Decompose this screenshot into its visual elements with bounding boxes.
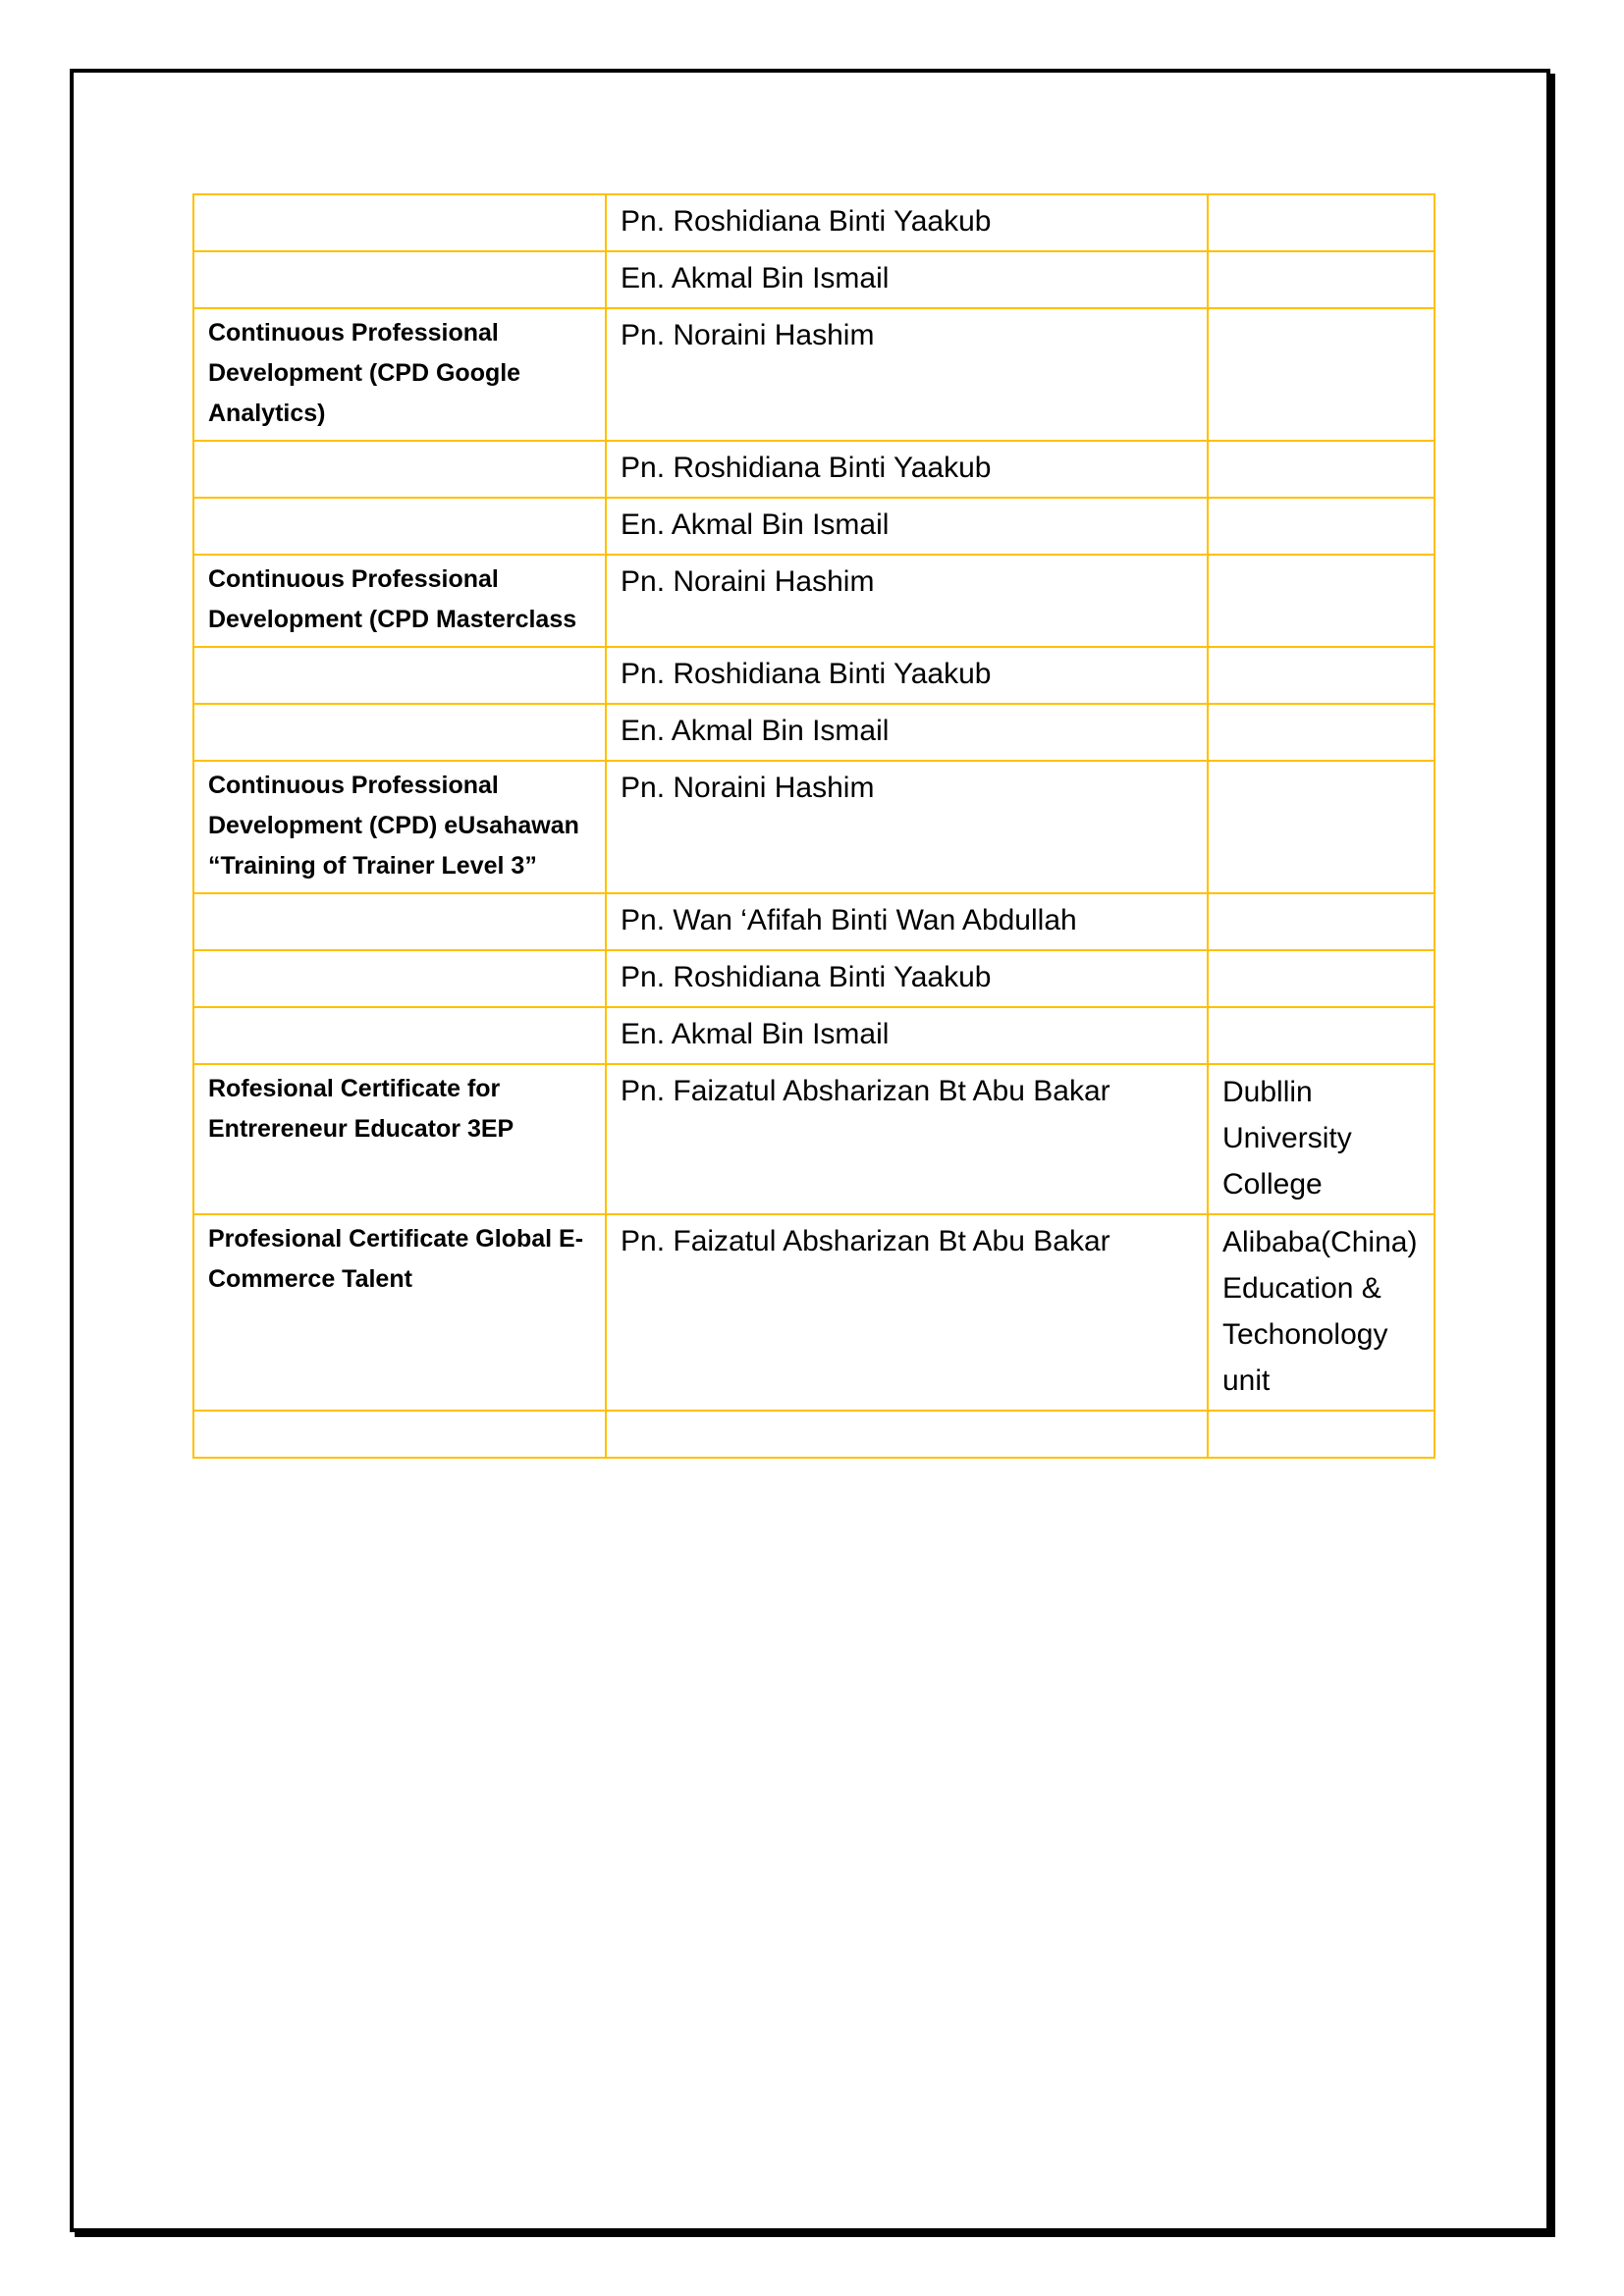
name-cell: En. Akmal Bin Ismail bbox=[606, 251, 1208, 308]
table-row bbox=[193, 498, 1435, 555]
name-cell: Pn. Noraini Hashim bbox=[606, 308, 1208, 441]
institution-cell bbox=[1208, 647, 1435, 704]
name-cell: Pn. Roshidiana Binti Yaakub bbox=[606, 194, 1208, 251]
name-cell: Pn. Roshidiana Binti Yaakub bbox=[606, 647, 1208, 704]
institution-cell bbox=[1208, 1007, 1435, 1064]
institution-cell bbox=[1208, 308, 1435, 441]
institution-cell bbox=[1208, 950, 1435, 1007]
table-row bbox=[193, 1214, 1435, 1411]
program-cell bbox=[193, 1007, 606, 1064]
name-cell: En. Akmal Bin Ismail bbox=[606, 1007, 1208, 1064]
program-cell: Continuous Professional Development (CPD) eUsahawan “Training of Trainer Level 3” bbox=[193, 761, 606, 893]
table-row bbox=[193, 950, 1435, 1007]
institution-cell bbox=[1208, 498, 1435, 555]
program-cell bbox=[193, 441, 606, 498]
name-cell: Pn. Wan ‘Afifah Binti Wan Abdullah bbox=[606, 893, 1208, 950]
table-row bbox=[193, 647, 1435, 704]
institution-cell bbox=[1208, 251, 1435, 308]
table-row bbox=[193, 194, 1435, 251]
institution-cell bbox=[1208, 893, 1435, 950]
program-cell bbox=[193, 950, 606, 1007]
table-row bbox=[193, 1411, 1435, 1458]
training-table bbox=[192, 193, 1435, 1459]
table-row bbox=[193, 555, 1435, 647]
institution-cell bbox=[1208, 1411, 1435, 1458]
program-cell bbox=[193, 498, 606, 555]
name-cell: En. Akmal Bin Ismail bbox=[606, 498, 1208, 555]
institution-cell bbox=[1208, 555, 1435, 647]
program-cell bbox=[193, 251, 606, 308]
program-cell: Continuous Professional Development (CPD Google Analytics) bbox=[193, 308, 606, 441]
program-cell bbox=[193, 893, 606, 950]
table-row bbox=[193, 308, 1435, 441]
institution-cell bbox=[1208, 761, 1435, 893]
program-cell: Profesional Certificate Global E-Commerce Talent bbox=[193, 1214, 606, 1411]
program-cell: Rofesional Certificate for Entrereneur Educator 3EP bbox=[193, 1064, 606, 1214]
name-cell: Pn. Roshidiana Binti Yaakub bbox=[606, 950, 1208, 1007]
name-cell: Pn. Noraini Hashim bbox=[606, 555, 1208, 647]
table-row bbox=[193, 761, 1435, 893]
program-cell bbox=[193, 704, 606, 761]
institution-cell bbox=[1208, 194, 1435, 251]
table-row bbox=[193, 1064, 1435, 1214]
institution-cell: Alibaba(China) Education & Techonology unit bbox=[1208, 1214, 1435, 1411]
name-cell: En. Akmal Bin Ismail bbox=[606, 704, 1208, 761]
program-cell: Continuous Professional Development (CPD Masterclass bbox=[193, 555, 606, 647]
name-cell bbox=[606, 1411, 1208, 1458]
table-row bbox=[193, 704, 1435, 761]
table-row bbox=[193, 251, 1435, 308]
program-cell bbox=[193, 647, 606, 704]
name-cell: Pn. Noraini Hashim bbox=[606, 761, 1208, 893]
name-cell: Pn. Faizatul Absharizan Bt Abu Bakar bbox=[606, 1064, 1208, 1214]
institution-cell bbox=[1208, 704, 1435, 761]
name-cell: Pn. Faizatul Absharizan Bt Abu Bakar bbox=[606, 1214, 1208, 1411]
table-row bbox=[193, 1007, 1435, 1064]
institution-cell bbox=[1208, 441, 1435, 498]
table-row bbox=[193, 441, 1435, 498]
program-cell bbox=[193, 1411, 606, 1458]
program-cell bbox=[193, 194, 606, 251]
name-cell: Pn. Roshidiana Binti Yaakub bbox=[606, 441, 1208, 498]
table-row bbox=[193, 893, 1435, 950]
institution-cell: Dubllin University College bbox=[1208, 1064, 1435, 1214]
